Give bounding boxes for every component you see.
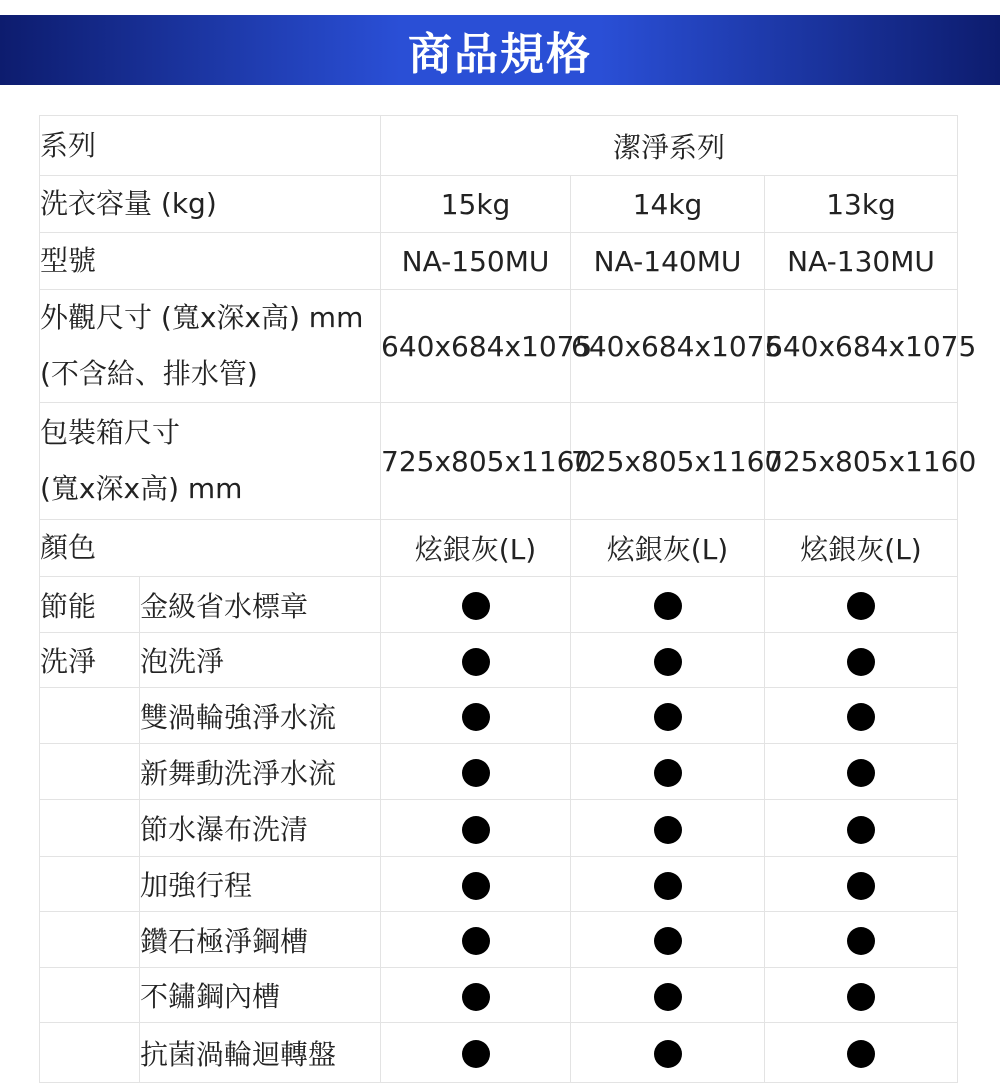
header-banner [0,15,1000,85]
dimensions-row [40,290,958,403]
feature-label: 不鏽鋼內槽 [140,968,381,1023]
feature-row [40,744,958,800]
feature-label: 抗菌渦輪迴轉盤 [140,1023,381,1083]
capacity-row [40,176,958,233]
capacity-value: 14kg [571,176,765,233]
package-value: 725x805x1160 [765,403,958,520]
dimensions-value: 640x684x1075 [765,290,958,403]
check-dot-icon [462,703,490,731]
check-dot-icon [462,592,490,620]
model-value: NA-150MU [381,233,571,290]
feature-row [40,968,958,1023]
wash-category-label: 洗淨 [40,633,140,688]
model-row [40,233,958,290]
feature-row [40,800,958,857]
color-value: 炫銀灰(L) [381,520,571,577]
capacity-value: 15kg [381,176,571,233]
model-value: NA-140MU [571,233,765,290]
feature-row [40,1023,958,1083]
check-dot-icon [654,648,682,676]
check-dot-icon [462,1040,490,1068]
package-label-line2: (寬x深x高) mm [40,472,243,505]
check-dot-icon [847,703,875,731]
feature-row [40,577,958,633]
check-dot-icon [462,983,490,1011]
check-dot-icon [654,983,682,1011]
check-dot-icon [654,1040,682,1068]
check-dot-icon [847,592,875,620]
spec-table [39,115,977,1083]
check-dot-icon [847,648,875,676]
check-dot-icon [847,927,875,955]
check-dot-icon [654,872,682,900]
color-value: 炫銀灰(L) [571,520,765,577]
dimensions-label-line1: 外觀尺寸 (寬x深x高) mm [40,301,364,334]
feature-label: 加強行程 [140,857,381,912]
check-dot-icon [654,592,682,620]
check-dot-icon [462,759,490,787]
feature-row [40,857,958,912]
energy-category-label: 節能 [40,577,140,633]
package-value: 725x805x1160 [571,403,765,520]
check-dot-icon [462,927,490,955]
package-label-line1: 包裝箱尺寸 [40,416,181,449]
check-dot-icon [847,872,875,900]
check-dot-icon [462,648,490,676]
check-dot-icon [462,872,490,900]
feature-row [40,912,958,968]
feature-label: 新舞動洗淨水流 [140,744,381,800]
color-label: 顏色 [40,520,381,577]
check-dot-icon [654,816,682,844]
color-row [40,520,958,577]
color-value: 炫銀灰(L) [765,520,958,577]
dimensions-label [40,290,381,403]
capacity-label: 洗衣容量 (kg) [40,176,381,233]
dimensions-value: 640x684x1075 [571,290,765,403]
dimensions-label-line2: (不含給、排水管) [40,357,258,390]
dimensions-value: 640x684x1075 [381,290,571,403]
check-dot-icon [654,927,682,955]
feature-label: 鑽石極淨鋼槽 [140,912,381,968]
check-dot-icon [847,816,875,844]
capacity-value: 13kg [765,176,958,233]
check-dot-icon [847,983,875,1011]
feature-row [40,688,958,744]
check-dot-icon [847,759,875,787]
check-dot-icon [654,759,682,787]
package-value: 725x805x1160 [381,403,571,520]
package-label [40,403,381,520]
series-label: 系列 [40,116,381,176]
series-value: 潔淨系列 [381,116,958,176]
page-title: 商品規格 [408,29,592,80]
model-value: NA-130MU [765,233,958,290]
feature-label: 雙渦輪強淨水流 [140,688,381,744]
feature-label: 金級省水標章 [140,577,381,633]
check-dot-icon [847,1040,875,1068]
feature-row [40,633,958,688]
check-dot-icon [654,703,682,731]
package-row [40,403,958,520]
model-label: 型號 [40,233,381,290]
series-row [40,116,958,176]
feature-label: 節水瀑布洗清 [140,800,381,857]
check-dot-icon [462,816,490,844]
feature-label: 泡洗淨 [140,633,381,688]
